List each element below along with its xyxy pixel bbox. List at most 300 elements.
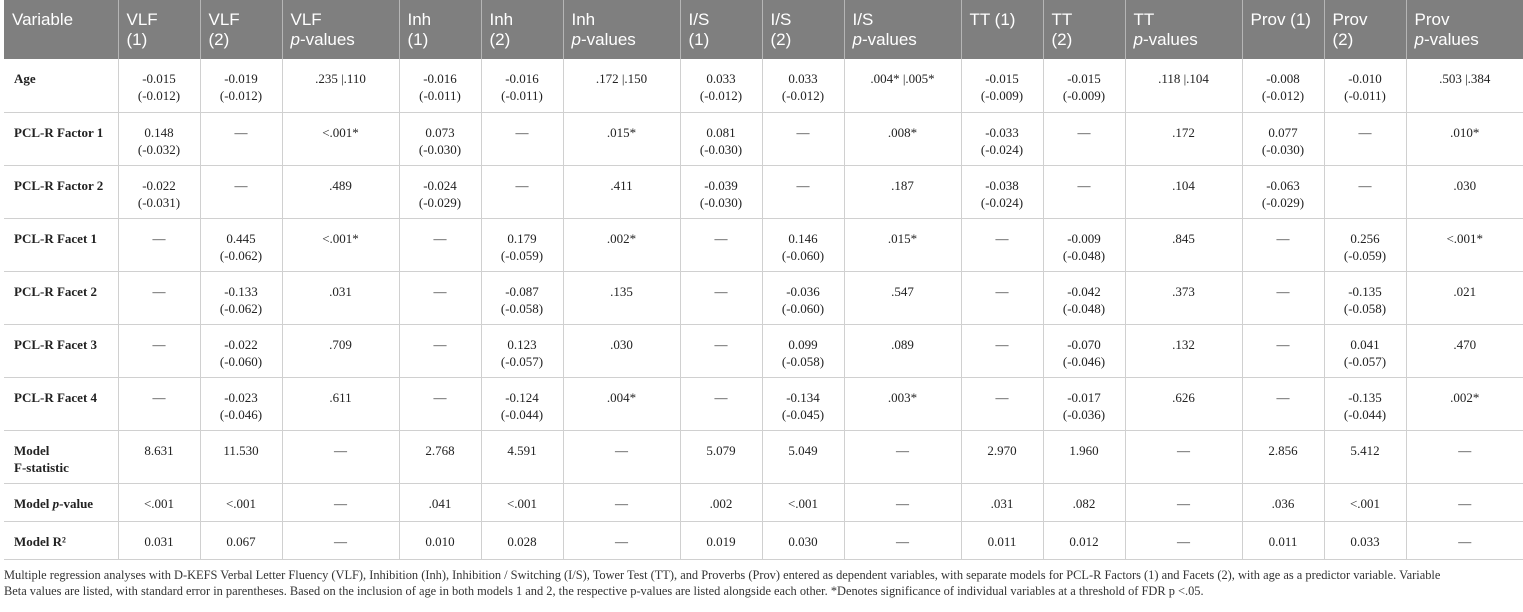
table-cell bbox=[1043, 218, 1125, 271]
table-cell bbox=[563, 271, 680, 324]
cell-std-error: (-0.058) bbox=[1343, 300, 1387, 316]
column-header bbox=[118, 0, 200, 59]
table-cell bbox=[1125, 324, 1242, 377]
table-cell bbox=[680, 324, 762, 377]
cell-value: — bbox=[615, 533, 628, 549]
cell-value: — bbox=[714, 389, 728, 405]
table-cell bbox=[680, 165, 762, 218]
table-cell bbox=[762, 112, 844, 165]
cell-std-error: (-0.062) bbox=[219, 300, 263, 316]
table-cell bbox=[1406, 218, 1523, 271]
cell-value: .002* bbox=[606, 230, 637, 246]
column-header-line1: Prov bbox=[1332, 10, 1368, 29]
table-cell bbox=[762, 271, 844, 324]
cell-value: .373 bbox=[1172, 283, 1195, 299]
column-header bbox=[200, 0, 282, 59]
table-cell bbox=[680, 112, 762, 165]
cell-value: -0.024 bbox=[423, 177, 457, 193]
cell-value: — bbox=[1177, 442, 1190, 458]
table-cell bbox=[1242, 218, 1324, 271]
cell-value: — bbox=[515, 124, 529, 140]
cell-value: 0.067 bbox=[226, 533, 256, 549]
header-row bbox=[4, 0, 1523, 59]
table-cell bbox=[481, 165, 563, 218]
cell-value: — bbox=[615, 495, 628, 511]
cell-value: .187 bbox=[891, 177, 914, 193]
table-cell bbox=[1125, 521, 1242, 559]
table-cell bbox=[563, 324, 680, 377]
cell-value: .172 bbox=[1172, 124, 1195, 140]
column-header-line1: Inh bbox=[489, 10, 514, 29]
cell-value: .411 bbox=[610, 177, 633, 193]
column-header-line1: TT bbox=[1051, 10, 1073, 29]
table-cell bbox=[844, 165, 961, 218]
table-cell bbox=[1242, 483, 1324, 521]
cell-value: -0.022 bbox=[224, 336, 258, 352]
table-cell bbox=[481, 483, 563, 521]
table-cell bbox=[282, 324, 399, 377]
cell-value: -0.033 bbox=[985, 124, 1019, 140]
table-cell bbox=[844, 59, 961, 112]
cell-value: <.001 bbox=[506, 495, 538, 511]
cell-value: .503 |.384 bbox=[1439, 71, 1491, 86]
cell-std-error: (-0.024) bbox=[980, 194, 1024, 210]
cell-value: -0.015 bbox=[985, 71, 1019, 86]
table-cell bbox=[1125, 59, 1242, 112]
cell-value: .626 bbox=[1172, 389, 1195, 405]
cell-value: -0.135 bbox=[1348, 283, 1382, 299]
cell-value: — bbox=[152, 230, 166, 246]
column-header-line2: p-values bbox=[290, 30, 355, 49]
column-header bbox=[481, 0, 563, 59]
table-cell bbox=[680, 59, 762, 112]
regression-table bbox=[4, 0, 1523, 560]
table-cell bbox=[118, 430, 200, 483]
cell-std-error: (-0.030) bbox=[1261, 141, 1305, 157]
column-header-line1: Prov (1) bbox=[1250, 10, 1311, 29]
table-cell bbox=[1324, 165, 1406, 218]
cell-value: .489 bbox=[329, 177, 352, 193]
column-header bbox=[844, 0, 961, 59]
table-cell bbox=[481, 324, 563, 377]
cell-std-error: (-0.012) bbox=[781, 88, 825, 103]
cell-value: -0.133 bbox=[224, 283, 258, 299]
cell-value: 0.073 bbox=[425, 124, 455, 140]
table-cell bbox=[762, 521, 844, 559]
cell-value: — bbox=[1458, 495, 1472, 511]
cell-std-error: (-0.036) bbox=[1062, 406, 1106, 422]
cell-value: 0.445 bbox=[226, 230, 256, 246]
table-cell bbox=[399, 112, 481, 165]
cell-value: — bbox=[234, 124, 248, 140]
table-cell bbox=[563, 165, 680, 218]
table-cell bbox=[762, 430, 844, 483]
table-cell bbox=[1125, 430, 1242, 483]
table-cell bbox=[844, 218, 961, 271]
cell-value: -0.019 bbox=[224, 71, 258, 86]
cell-value: 5.412 bbox=[1350, 442, 1380, 458]
cell-value: 2.856 bbox=[1268, 442, 1298, 458]
cell-value: -0.036 bbox=[786, 283, 820, 299]
cell-value: -0.009 bbox=[1067, 230, 1101, 246]
cell-std-error: (-0.059) bbox=[1343, 247, 1387, 263]
table-row bbox=[4, 430, 1523, 483]
table-cell bbox=[399, 218, 481, 271]
cell-value: .010* bbox=[1450, 124, 1480, 140]
table-cell bbox=[1324, 324, 1406, 377]
table-cell bbox=[1406, 483, 1523, 521]
column-header-line1: Variable bbox=[12, 10, 74, 29]
column-header-line1: Inh bbox=[571, 10, 596, 29]
cell-std-error: (-0.060) bbox=[781, 300, 825, 316]
cell-value: 0.033 bbox=[706, 71, 736, 86]
cell-value: — bbox=[1358, 124, 1372, 140]
table-cell bbox=[1324, 271, 1406, 324]
table-row bbox=[4, 483, 1523, 521]
cell-value: — bbox=[1077, 124, 1091, 140]
cell-value: -0.087 bbox=[505, 283, 539, 299]
row-label: Model F-statistic bbox=[4, 430, 118, 483]
table-row bbox=[4, 165, 1523, 218]
cell-std-error: (-0.012) bbox=[1261, 88, 1305, 103]
column-header-line2: (2) bbox=[208, 30, 230, 49]
cell-value: .172 |.150 bbox=[595, 71, 648, 86]
cell-value: -0.038 bbox=[985, 177, 1019, 193]
cell-value: — bbox=[1276, 389, 1290, 405]
cell-value: .004* bbox=[606, 389, 637, 405]
cell-std-error: (-0.012) bbox=[699, 88, 743, 103]
table-cell bbox=[282, 271, 399, 324]
table-cell bbox=[1324, 112, 1406, 165]
cell-std-error: (-0.044) bbox=[500, 406, 544, 422]
column-header-line1: Inh bbox=[407, 10, 432, 29]
cell-value: .135 bbox=[610, 283, 633, 299]
cell-value: 0.028 bbox=[507, 533, 537, 549]
cell-std-error: (-0.058) bbox=[500, 300, 544, 316]
column-header-line1: VLF bbox=[290, 10, 322, 29]
cell-value: — bbox=[1458, 442, 1472, 458]
cell-value: 0.033 bbox=[788, 71, 818, 86]
table-cell bbox=[563, 377, 680, 430]
cell-value: .031 bbox=[329, 283, 352, 299]
cell-value: — bbox=[1276, 283, 1290, 299]
cell-value: -0.023 bbox=[224, 389, 258, 405]
column-header bbox=[1242, 0, 1324, 59]
cell-std-error: (-0.048) bbox=[1062, 247, 1106, 263]
table-cell bbox=[118, 112, 200, 165]
cell-value: — bbox=[1458, 533, 1472, 549]
cell-std-error: (-0.012) bbox=[137, 88, 181, 103]
table-cell bbox=[399, 59, 481, 112]
cell-value: .547 bbox=[891, 283, 914, 299]
row-label: Age bbox=[4, 59, 118, 112]
table-cell bbox=[961, 112, 1043, 165]
table-cell bbox=[1125, 483, 1242, 521]
column-header-line2: (1) bbox=[407, 30, 429, 49]
table-cell bbox=[282, 377, 399, 430]
cell-value: — bbox=[152, 336, 166, 352]
table-cell bbox=[1242, 271, 1324, 324]
table-cell bbox=[282, 218, 399, 271]
cell-value: — bbox=[714, 230, 728, 246]
table-cell bbox=[1324, 521, 1406, 559]
column-header-line1: Prov bbox=[1414, 10, 1450, 29]
cell-std-error: (-0.046) bbox=[1062, 353, 1106, 369]
cell-value: .021 bbox=[1453, 283, 1477, 299]
cell-value: .002* bbox=[1450, 389, 1480, 405]
cell-std-error: (-0.058) bbox=[781, 353, 825, 369]
cell-value: 0.123 bbox=[507, 336, 537, 352]
table-row bbox=[4, 218, 1523, 271]
table-cell bbox=[1125, 271, 1242, 324]
table-row bbox=[4, 112, 1523, 165]
cell-std-error: (-0.046) bbox=[219, 406, 263, 422]
cell-value: .002 bbox=[709, 495, 733, 511]
cell-value: — bbox=[714, 283, 728, 299]
cell-std-error: (-0.060) bbox=[781, 247, 825, 263]
table-cell bbox=[1043, 377, 1125, 430]
column-header-line2: (2) bbox=[1051, 30, 1073, 49]
table-cell bbox=[1324, 430, 1406, 483]
table-cell bbox=[1043, 271, 1125, 324]
table-cell bbox=[680, 377, 762, 430]
column-header-line1: VLF bbox=[126, 10, 158, 29]
column-header-line2: (2) bbox=[489, 30, 511, 49]
table-cell bbox=[481, 218, 563, 271]
table-cell bbox=[1242, 430, 1324, 483]
cell-std-error: (-0.009) bbox=[1062, 88, 1106, 103]
cell-value: — bbox=[433, 283, 447, 299]
cell-value: .008* bbox=[887, 124, 918, 140]
table-cell bbox=[961, 165, 1043, 218]
table-header bbox=[4, 0, 1523, 59]
cell-value: — bbox=[152, 283, 166, 299]
cell-value: -0.015 bbox=[1067, 71, 1101, 86]
cell-value: 0.148 bbox=[144, 124, 174, 140]
table-cell bbox=[1324, 218, 1406, 271]
cell-std-error: (-0.011) bbox=[501, 88, 543, 103]
table-cell bbox=[961, 218, 1043, 271]
table-cell bbox=[1043, 165, 1125, 218]
cell-value: — bbox=[995, 283, 1009, 299]
cell-std-error: (-0.057) bbox=[1343, 353, 1387, 369]
cell-value: 0.019 bbox=[706, 533, 736, 549]
table-cell bbox=[481, 271, 563, 324]
column-header-line1: VLF bbox=[208, 10, 240, 29]
cell-value: -0.063 bbox=[1266, 177, 1300, 193]
cell-value: .030 bbox=[610, 336, 633, 352]
table-cell bbox=[1406, 59, 1523, 112]
column-header-line2: (2) bbox=[1332, 30, 1354, 49]
table-cell bbox=[762, 324, 844, 377]
table-cell bbox=[961, 59, 1043, 112]
cell-value: .089 bbox=[891, 336, 914, 352]
table-cell bbox=[762, 483, 844, 521]
table-cell bbox=[1324, 59, 1406, 112]
cell-value: <.001 bbox=[225, 495, 257, 511]
cell-value: 11.530 bbox=[223, 442, 259, 458]
cell-value: — bbox=[433, 230, 447, 246]
column-header bbox=[1324, 0, 1406, 59]
table-cell bbox=[844, 483, 961, 521]
table-row bbox=[4, 271, 1523, 324]
table-cell bbox=[961, 271, 1043, 324]
cell-value: — bbox=[714, 336, 728, 352]
table-row bbox=[4, 59, 1523, 112]
table-cell bbox=[1043, 430, 1125, 483]
table-cell bbox=[1043, 521, 1125, 559]
row-label: PCL-R Facet 1 bbox=[4, 218, 118, 271]
column-header-line1: TT (1) bbox=[969, 10, 1016, 29]
table-row bbox=[4, 521, 1523, 559]
table-cell bbox=[200, 165, 282, 218]
cell-value: .132 bbox=[1172, 336, 1195, 352]
row-label: PCL-R Facet 4 bbox=[4, 377, 118, 430]
column-header bbox=[762, 0, 844, 59]
cell-value: -0.135 bbox=[1348, 389, 1382, 405]
table-cell bbox=[481, 112, 563, 165]
cell-value: — bbox=[334, 533, 347, 549]
table-cell bbox=[1406, 324, 1523, 377]
cell-std-error: (-0.032) bbox=[137, 141, 181, 157]
table-cell bbox=[1324, 483, 1406, 521]
cell-value: — bbox=[896, 533, 909, 549]
cell-value: — bbox=[796, 124, 810, 140]
cell-value: — bbox=[1077, 177, 1091, 193]
row-label: PCL-R Facet 3 bbox=[4, 324, 118, 377]
cell-value: 0.081 bbox=[706, 124, 736, 140]
cell-std-error: (-0.057) bbox=[500, 353, 544, 369]
table-cell bbox=[282, 430, 399, 483]
cell-std-error: (-0.059) bbox=[500, 247, 544, 263]
column-header bbox=[680, 0, 762, 59]
column-header bbox=[399, 0, 481, 59]
table-cell bbox=[1242, 521, 1324, 559]
table-cell bbox=[399, 377, 481, 430]
table-cell bbox=[282, 165, 399, 218]
cell-value: .031 bbox=[990, 495, 1014, 511]
table-cell bbox=[399, 271, 481, 324]
table-cell bbox=[399, 324, 481, 377]
cell-value: .015* bbox=[606, 124, 637, 140]
table-cell bbox=[1406, 165, 1523, 218]
cell-std-error: (-0.011) bbox=[1344, 88, 1386, 103]
table-body bbox=[4, 59, 1523, 559]
cell-value: -0.016 bbox=[423, 71, 457, 86]
row-label: Model p-value bbox=[4, 483, 118, 521]
cell-value: — bbox=[433, 389, 447, 405]
table-cell bbox=[1125, 165, 1242, 218]
row-label: PCL-R Facet 2 bbox=[4, 271, 118, 324]
table-cell bbox=[762, 377, 844, 430]
cell-value: — bbox=[1177, 533, 1190, 549]
cell-value: — bbox=[995, 389, 1009, 405]
table-cell bbox=[481, 430, 563, 483]
column-header bbox=[1043, 0, 1125, 59]
table-cell bbox=[961, 430, 1043, 483]
cell-std-error: (-0.011) bbox=[419, 88, 461, 103]
cell-value: — bbox=[1276, 230, 1290, 246]
column-header-line2: p-values bbox=[571, 30, 636, 49]
cell-value: -0.015 bbox=[142, 71, 176, 86]
table-cell bbox=[399, 483, 481, 521]
column-header-line1: I/S bbox=[852, 10, 874, 29]
table-cell bbox=[1242, 112, 1324, 165]
column-header bbox=[961, 0, 1043, 59]
cell-value: 1.960 bbox=[1069, 442, 1099, 458]
table-cell bbox=[481, 521, 563, 559]
column-header bbox=[1125, 0, 1242, 59]
cell-value: -0.070 bbox=[1067, 336, 1101, 352]
cell-value: .845 bbox=[1172, 230, 1195, 246]
table-cell bbox=[1406, 112, 1523, 165]
cell-value: 0.077 bbox=[1268, 124, 1298, 140]
table-cell bbox=[282, 483, 399, 521]
table-cell bbox=[1242, 324, 1324, 377]
table-cell bbox=[1406, 271, 1523, 324]
cell-value: .004* |.005* bbox=[870, 71, 935, 86]
cell-std-error: (-0.030) bbox=[418, 141, 462, 157]
table-cell bbox=[118, 59, 200, 112]
table-cell bbox=[563, 483, 680, 521]
cell-value: .030 bbox=[1453, 177, 1477, 193]
cell-value: .003* bbox=[887, 389, 918, 405]
table-cell bbox=[1043, 483, 1125, 521]
table-cell bbox=[844, 377, 961, 430]
cell-value: — bbox=[152, 389, 166, 405]
cell-value: 0.041 bbox=[1350, 336, 1380, 352]
cell-std-error: (-0.044) bbox=[1343, 406, 1387, 422]
table-row bbox=[4, 377, 1523, 430]
table-cell bbox=[762, 59, 844, 112]
cell-value: <.001 bbox=[787, 495, 819, 511]
cell-std-error: (-0.031) bbox=[137, 194, 181, 210]
table-cell bbox=[1406, 377, 1523, 430]
cell-value: — bbox=[1358, 177, 1372, 193]
table-cell bbox=[680, 218, 762, 271]
cell-value: <.001* bbox=[322, 124, 359, 140]
cell-value: 5.079 bbox=[706, 442, 736, 458]
table-cell bbox=[118, 218, 200, 271]
table-cell bbox=[563, 59, 680, 112]
column-header-line1: I/S bbox=[770, 10, 792, 29]
table-cell bbox=[563, 112, 680, 165]
column-header-line1: I/S bbox=[688, 10, 710, 29]
cell-value: 2.970 bbox=[987, 442, 1017, 458]
cell-value: .104 bbox=[1172, 177, 1195, 193]
cell-value: 0.012 bbox=[1069, 533, 1099, 549]
table-cell bbox=[118, 377, 200, 430]
cell-value: 0.031 bbox=[144, 533, 174, 549]
table-cell bbox=[200, 271, 282, 324]
column-header-line2: (1) bbox=[688, 30, 710, 49]
table-cell bbox=[680, 483, 762, 521]
cell-value: — bbox=[896, 495, 909, 511]
cell-value: 4.591 bbox=[507, 442, 537, 458]
cell-value: -0.042 bbox=[1067, 283, 1101, 299]
cell-value: — bbox=[234, 177, 248, 193]
cell-value: -0.016 bbox=[505, 71, 539, 86]
table-cell bbox=[961, 521, 1043, 559]
table-cell bbox=[563, 430, 680, 483]
row-label: PCL-R Factor 1 bbox=[4, 112, 118, 165]
cell-value: — bbox=[796, 177, 810, 193]
table-cell bbox=[282, 521, 399, 559]
cell-value: .470 bbox=[1453, 336, 1477, 352]
cell-value: <.001* bbox=[1446, 230, 1484, 246]
cell-std-error: (-0.009) bbox=[980, 88, 1024, 103]
cell-value: — bbox=[515, 177, 529, 193]
